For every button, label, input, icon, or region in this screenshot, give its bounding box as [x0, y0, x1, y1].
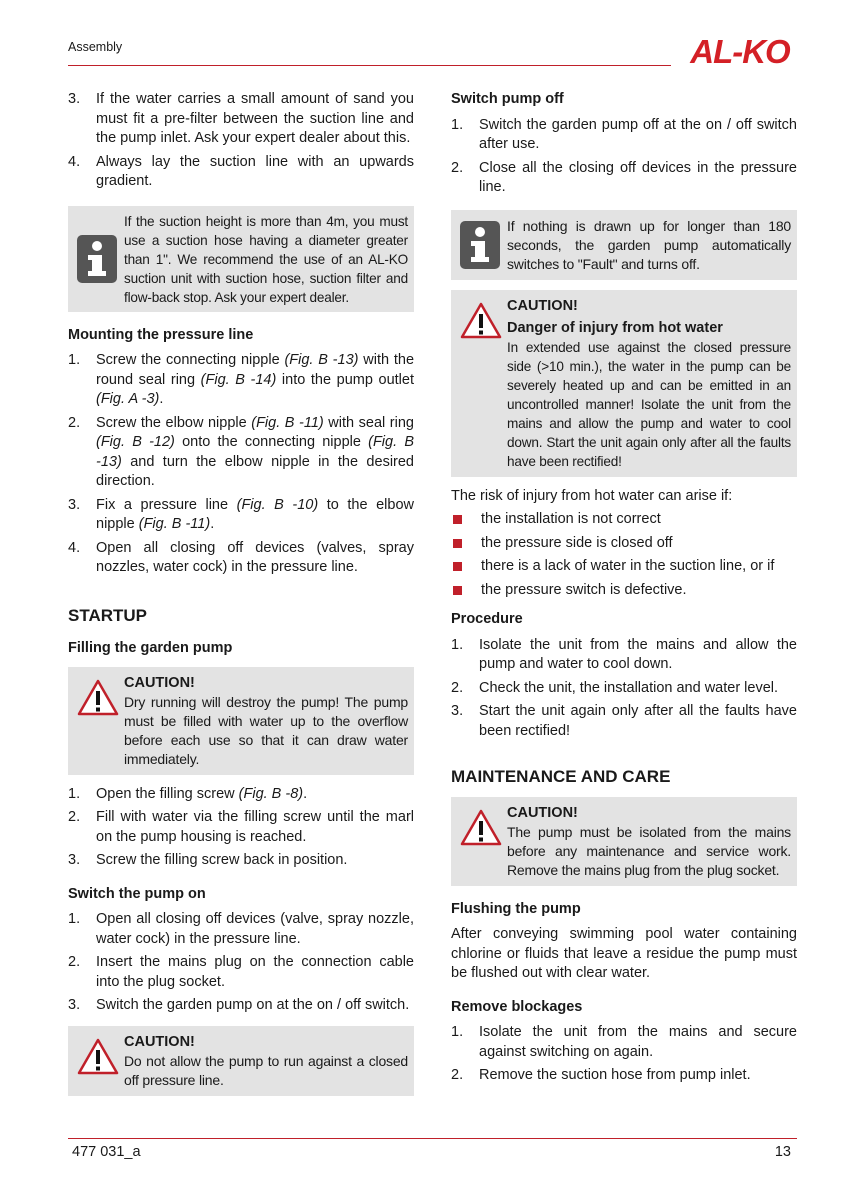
- list-item: 1. Switch the garden pump off at the on / off switch after use.: [451, 116, 797, 152]
- info-icon: [460, 221, 500, 269]
- caution-box-dry-run: CAUTION! Dry running will destroy the pump! The pump must be filled with water up to the overflow before each use so that it can draw water immediately.: [68, 667, 414, 775]
- header-rule: [68, 65, 671, 66]
- list-item: 1. Isolate the unit from the mains and secure against switching on again.: [451, 1024, 797, 1060]
- fill-list: [68, 785, 414, 871]
- switch-off-list: [451, 116, 797, 198]
- warning-icon: [460, 302, 502, 340]
- flush-text: After conveying swimming pool water containing chlorine or fluids that leave a residue the pump must be flushed out with clear water.: [451, 926, 797, 981]
- list-item: the pressure switch is defective.: [451, 581, 797, 601]
- list-item: 3. Switch the garden pump on at the on / off switch.: [68, 997, 410, 1013]
- list-item: 2. Insert the mains plug on the connection cable into the plug socket.: [68, 954, 414, 990]
- mount-list: [68, 351, 414, 578]
- switch-on-heading: Switch the pump on: [68, 885, 206, 902]
- footer-doc-number: 477 031_a: [72, 1144, 141, 1160]
- list-item: 3. Start the unit again only after all the faults have been rectified!: [451, 703, 797, 739]
- footer-rule: [68, 1138, 797, 1139]
- bullet-square-icon: [453, 515, 462, 524]
- blockages-list: [451, 1023, 797, 1086]
- list-item: the pressure side is closed off: [451, 534, 797, 554]
- flush-heading: Flushing the pump: [451, 900, 581, 917]
- risk-list: [451, 510, 797, 600]
- maintenance-heading: MAINTENANCE AND CARE: [451, 767, 671, 786]
- bullet-square-icon: [453, 562, 462, 571]
- list-item: 2. Close all the closing off devices in the pressure line.: [451, 159, 797, 195]
- header-section-label: Assembly: [68, 40, 123, 54]
- list-item: 1. Isolate the unit from the mains and allow the pump and water to cool down.: [451, 636, 797, 672]
- list-item: 3. If the water carries a small amount of sand you must fit a pre-filter between the suction line and the pump inlet. Ask your expert dealer about this.: [68, 91, 414, 146]
- warning-icon: [460, 809, 502, 847]
- bullet-square-icon: [453, 586, 462, 595]
- list-item: there is a lack of water in the suction line, or if: [451, 557, 797, 577]
- warning-icon: [77, 1038, 119, 1076]
- startup-heading: STARTUP: [68, 605, 148, 625]
- switch-off-heading: Switch pump off: [451, 91, 564, 107]
- list-item: 4. Open all closing off devices (valves, spray nozzles, water cock) in the pressure line.: [68, 539, 414, 575]
- blockages-heading: Remove blockages: [451, 998, 583, 1015]
- procedure-list: [451, 636, 797, 742]
- switch-on-list: [68, 910, 414, 1016]
- info-icon: [77, 235, 117, 283]
- suction-list: [68, 90, 414, 192]
- procedure-heading: Procedure: [451, 611, 523, 627]
- info-box-fault: If nothing is drawn up for longer than 180 seconds, the garden pump automatically switches to "Fault" and turns off.: [451, 210, 797, 280]
- left-column: [68, 90, 414, 1106]
- footer-page-number: 13: [774, 1144, 791, 1160]
- bullet-square-icon: [453, 539, 462, 548]
- risk-intro: The risk of injury from hot water can arise if:: [451, 487, 733, 504]
- list-item: 2. Fill with water via the filling screw until the marl on the pump housing is reached.: [68, 809, 414, 845]
- list-item: 4. Always lay the suction line with an upwards gradient.: [68, 153, 414, 189]
- caution-box-maintenance: CAUTION! The pump must be isolated from the mains before any maintenance and service work. Remove the mains plug from the plug socket.: [451, 797, 797, 886]
- info-box-suction: If the suction height is more than 4m, you must use a suction hose having a diameter greater than 1". We recommend the use of an AL-KO suction unit with suction hose, suction filter and flow-back stop. Ask your expert dealer.: [68, 206, 414, 312]
- list-item: the installation is not correct: [451, 510, 797, 530]
- list-item: 2. Screw the elbow nipple (Fig. B -11) with seal ring (Fig. B -12) onto the connecting nipple (Fig. B -13) and turn the elbow nipple in the desired direction.: [68, 414, 415, 489]
- list-item: 2. Check the unit, the installation and water level.: [451, 679, 779, 696]
- list-item: 3. Screw the filling screw back in position.: [68, 852, 348, 868]
- mount-heading: Mounting the pressure line: [68, 326, 254, 343]
- list-item: 3. Fix a pressure line (Fig. B -10) to the elbow nipple (Fig. B -11).: [68, 496, 414, 532]
- warning-icon: [77, 679, 119, 717]
- list-item: 1. Open all closing off devices (valve, spray nozzle, water cock) in the pressure line.: [68, 911, 414, 947]
- brand-logo: [682, 34, 798, 68]
- list-item: 1. Open the filling screw (Fig. B -8).: [68, 785, 308, 802]
- caution-box-hot-water: CAUTION! Danger of injury from hot water In extended use against the closed pressure side (>10 min.), the water in the pump can be severely heated up and can be emitted in an uncontrolled manner! Isolate the unit from the mains and allow the pump and water to cool down. Start the unit again only after all the faults have been rectified!: [451, 290, 797, 477]
- fill-heading: Filling the garden pump: [68, 640, 233, 656]
- caution-box-closed-line: CAUTION! Do not allow the pump to run against a closed off pressure line.: [68, 1026, 414, 1096]
- list-item: 2. Remove the suction hose from pump inlet.: [451, 1067, 751, 1083]
- list-item: 1. Screw the connecting nipple (Fig. B -13) with the round seal ring (Fig. B -14) into the pump outlet (Fig. A -3).: [68, 352, 415, 407]
- brand-logo-text: AL-KO: [690, 34, 790, 68]
- right-column: [451, 90, 797, 1090]
